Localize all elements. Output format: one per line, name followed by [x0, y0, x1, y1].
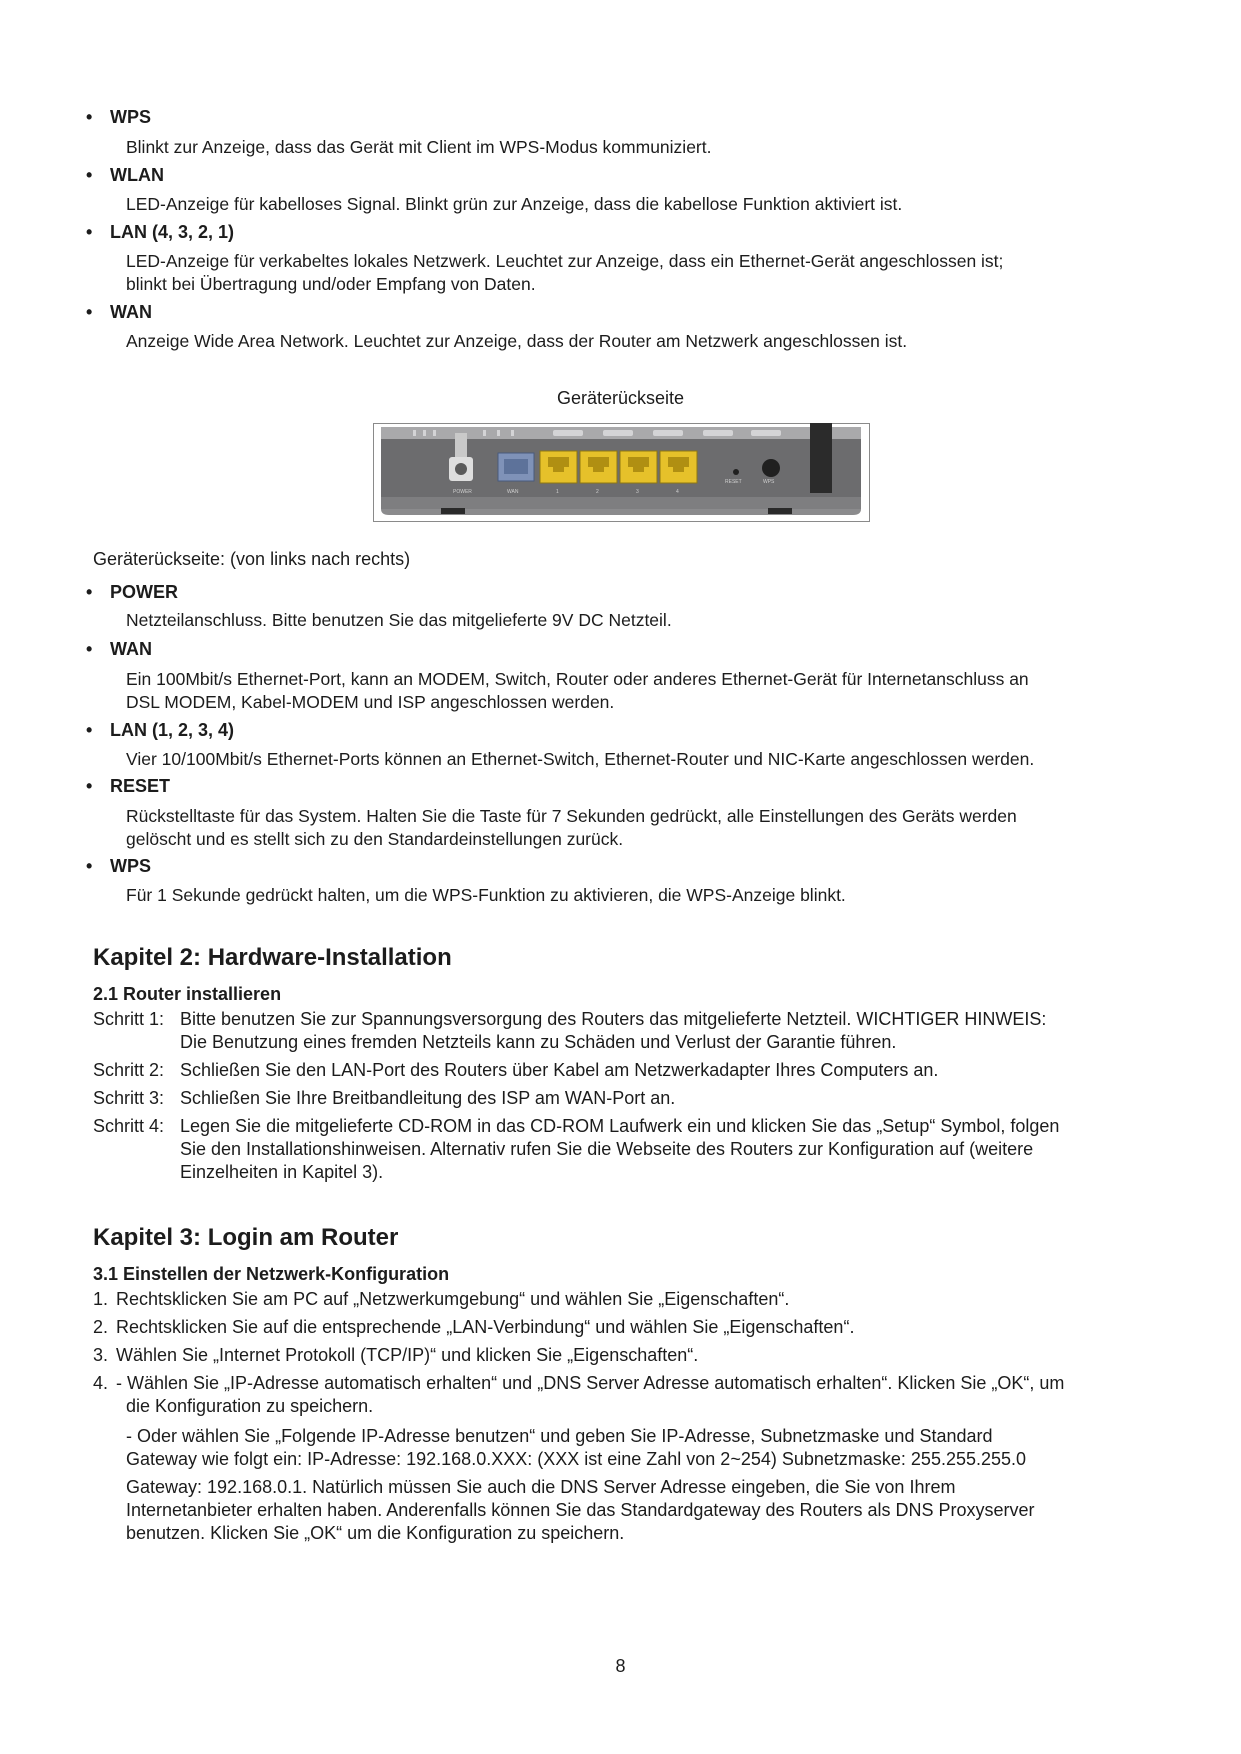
port-item-desc-line: DSL MODEM, Kabel-MODEM und ISP angeschlossen werden.: [126, 692, 615, 712]
section-3-1-title: 3.1 Einstellen der Netzwerk-Konfiguration: [93, 1264, 450, 1284]
numbered-item-subtext-line: benutzen. Klicken Sie „OK“ um die Konfiguration zu speichern.: [126, 1523, 625, 1543]
led-item-desc: [126, 193, 1156, 216]
port-item-desc-line: Netzteilanschluss. Bitte benutzen Sie das mitgelieferte 9V DC Netzteil.: [126, 610, 672, 630]
led-item-title: LAN (4, 3, 2, 1): [110, 222, 235, 242]
numbered-item-text: [116, 1372, 1166, 1418]
bullet-icon: •: [86, 856, 93, 876]
port-item-desc-line: Rückstelltaste für das System. Halten Sie die Taste für 7 Sekunden gedrückt, alle Einstellungen des Geräts werden: [126, 806, 1017, 826]
step-text-line: Schließen Sie Ihre Breitbandleitung des ISP am WAN-Port an.: [180, 1088, 676, 1108]
led-item-title: WPS: [110, 107, 152, 127]
step-label: Schritt 4:: [93, 1116, 165, 1136]
bullet-icon: •: [86, 302, 93, 322]
chapter-3-title: Kapitel 3: Login am Router: [93, 1224, 399, 1251]
figure-caption: Geräterückseite: [556, 388, 685, 408]
numbered-item-text: [116, 1344, 1166, 1367]
numbered-item-text: [116, 1316, 1166, 1339]
bullet-icon: •: [86, 582, 93, 602]
port-item-desc-line: gelöscht und es stellt sich zu den Standardeinstellungen zurück.: [126, 829, 624, 849]
led-item-desc: [126, 136, 1156, 159]
page-number: 8: [615, 1656, 626, 1676]
led-item-title: WAN: [110, 302, 152, 322]
step-label: Schritt 1:: [93, 1009, 165, 1029]
bullet-icon: •: [86, 639, 93, 659]
chapter-2-title: Kapitel 2: Hardware-Installation: [93, 944, 452, 971]
port-label-wan: WAN: [507, 489, 519, 495]
led-item-title: WLAN: [110, 165, 164, 185]
bullet-icon: •: [86, 222, 93, 242]
led-item-desc-line: Blinkt zur Anzeige, dass das Gerät mit Client im WPS-Modus kommuniziert.: [126, 137, 712, 157]
port-item-desc: [126, 805, 1156, 851]
numbered-item-line: die Konfiguration zu speichern.: [126, 1396, 374, 1416]
port-label-lan-4: 4: [676, 489, 679, 495]
port-item-desc: [126, 668, 1156, 714]
numbered-item-subtext-line: - Oder wählen Sie „Folgende IP-Adresse benutzen“ und geben Sie IP-Adresse, Subnetzmaske und Standard: [126, 1426, 993, 1446]
port-item-title: RESET: [110, 776, 171, 796]
numbered-item-line: - Wählen Sie „IP-Adresse automatisch erhalten“ und „DNS Server Adresse automatisch erhalten“. Klicken Sie „OK“, um: [116, 1373, 1065, 1393]
step-label: Schritt 3:: [93, 1088, 165, 1108]
led-item-desc: [126, 250, 1156, 296]
led-item-desc-line: LED-Anzeige für kabelloses Signal. Blinkt grün zur Anzeige, dass die kabellose Funktion aktiviert ist.: [126, 194, 903, 214]
numbered-item-label: 2.: [93, 1317, 109, 1337]
numbered-item-subtext-line: Gateway: 192.168.0.1. Natürlich müssen Sie auch die DNS Server Adresse eingeben, die Sie von Ihrem: [126, 1477, 956, 1497]
led-item-desc-line: blinkt bei Übertragung und/oder Empfang von Daten.: [126, 274, 536, 294]
step-label: Schritt 2:: [93, 1060, 165, 1080]
bullet-icon: •: [86, 107, 93, 127]
bullet-icon: •: [86, 776, 93, 796]
step-text-line: Sie den Installationshinweisen. Alternativ rufen Sie die Webseite des Routers zur Konfiguration auf (weitere: [180, 1139, 1034, 1159]
port-item-desc: [126, 748, 1156, 771]
wps-button-shape: [810, 423, 832, 493]
numbered-item-subtext-line: Internetanbieter erhalten haben. Anderenfalls können Sie das Standardgateway des Routers als DNS Proxyserver: [126, 1500, 1035, 1520]
step-text-line: Die Benutzung eines fremden Netzteils kann zu Schäden und Verlust der Garantie führen.: [180, 1032, 897, 1052]
port-label-reset: RESET: [725, 479, 742, 485]
step-text-line: Schließen Sie den LAN-Port des Routers über Kabel am Netzwerkadapter Ihres Computers an.: [180, 1060, 939, 1080]
led-item-desc: [126, 330, 1156, 353]
numbered-item-text: [116, 1288, 1166, 1311]
numbered-item-subtext: [126, 1425, 1166, 1545]
port-label-lan-1: 1: [556, 489, 559, 495]
numbered-item-label: 1.: [93, 1289, 109, 1309]
step-text: [180, 1087, 1160, 1110]
led-item-desc-line: Anzeige Wide Area Network. Leuchtet zur Anzeige, dass der Router am Netzwerk angeschlossen ist.: [126, 331, 908, 351]
port-label-lan-3: 3: [636, 489, 639, 495]
port-label-wps: WPS: [763, 479, 775, 485]
port-item-title: WAN: [110, 639, 152, 659]
step-text-line: Bitte benutzen Sie zur Spannungsversorgung des Routers das mitgelieferte Netzteil. WICHTIGER HINWEIS:: [180, 1009, 1047, 1029]
back-ports-intro: Geräterückseite: (von links nach rechts): [93, 549, 411, 569]
port-item-desc: [126, 609, 1156, 632]
numbered-item-line: Rechtsklicken Sie auf die entsprechende „LAN-Verbindung“ und wählen Sie „Eigenschaften“.: [116, 1317, 855, 1337]
numbered-item-label: 3.: [93, 1345, 109, 1365]
step-text-line: Einzelheiten in Kapitel 3).: [180, 1162, 384, 1182]
step-text-line: Legen Sie die mitgelieferte CD-ROM in das CD-ROM Laufwerk ein und klicken Sie das „Setup“ Symbol, folgen: [180, 1116, 1060, 1136]
port-item-desc-line: Ein 100Mbit/s Ethernet-Port, kann an MODEM, Switch, Router oder anderes Ethernet-Gerät für Internetanschluss an: [126, 669, 1029, 689]
led-item-desc-line: LED-Anzeige für verkabeltes lokales Netzwerk. Leuchtet zur Anzeige, dass ein Ethernet-Gerät angeschlossen ist;: [126, 251, 1004, 271]
port-label-lan-2: 2: [596, 489, 599, 495]
step-text: [180, 1115, 1160, 1184]
port-item-title: WPS: [110, 856, 152, 876]
numbered-item-subtext-line: Gateway wie folgt ein: IP-Adresse: 192.168.0.XXX: (XXX ist eine Zahl von 2~254) Subnetzmaske: 255.255.255.0: [126, 1449, 1027, 1469]
port-item-title: LAN (1, 2, 3, 4): [110, 720, 235, 740]
step-text: [180, 1059, 1160, 1082]
port-item-title: POWER: [110, 582, 179, 602]
router-back-panel-image: [373, 423, 870, 522]
numbered-item-line: Rechtsklicken Sie am PC auf „Netzwerkumgebung“ und wählen Sie „Eigenschaften“.: [116, 1289, 790, 1309]
step-text: [180, 1008, 1160, 1054]
numbered-item-line: Wählen Sie „Internet Protokoll (TCP/IP)“ und klicken Sie „Eigenschaften“.: [116, 1345, 699, 1365]
port-item-desc: [126, 884, 1156, 907]
bullet-icon: •: [86, 165, 93, 185]
port-label-power: POWER: [453, 489, 472, 495]
port-item-desc-line: Vier 10/100Mbit/s Ethernet-Ports können an Ethernet-Switch, Ethernet-Router und NIC-Karte angeschlossen werden.: [126, 749, 1035, 769]
section-2-1-title: 2.1 Router installieren: [93, 984, 282, 1004]
numbered-item-label: 4.: [93, 1373, 109, 1393]
port-item-desc-line: Für 1 Sekunde gedrückt halten, um die WPS-Funktion zu aktivieren, die WPS-Anzeige blinkt.: [126, 885, 846, 905]
bullet-icon: •: [86, 720, 93, 740]
